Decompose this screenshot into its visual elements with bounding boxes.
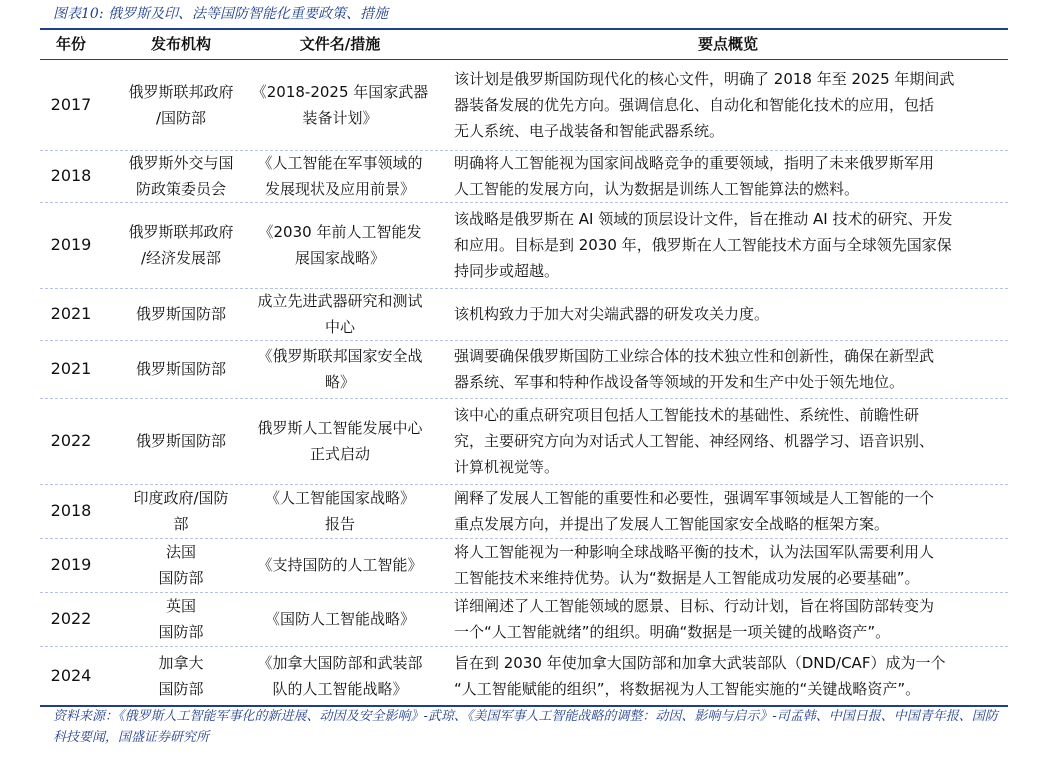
row-doc-text: 《2030 年前人工智能发 展国家战略》: [258, 223, 422, 267]
row-org: [102, 398, 260, 484]
row-doc: [242, 484, 438, 538]
row-org-text: 俄罗斯国防部: [135, 305, 226, 323]
row-org: [102, 202, 260, 288]
row-summary: [454, 202, 1002, 288]
row-doc-text: 《人工智能国家战略》 报告: [264, 489, 415, 533]
row-org: [102, 646, 260, 705]
row-summary-text: 该机构致力于加大对尖端武器的研发攻关力度。: [454, 305, 770, 323]
row-doc-text: 《国防人工智能战略》: [264, 610, 415, 628]
row-summary: [454, 340, 1002, 398]
row-summary-text: 详细阐述了人工智能领域的愿景、目标、行动计划，旨在将国防部转变为 一个“人工智能就绪”的组织。明确“数据是一项关键的战略资产”。: [454, 597, 935, 641]
source-note: 资料来源：《俄罗斯人工智能军事化的新进展、动因及安全影响》-武琼、《美国军事人工智能战略的调整：动因、影响与启示》-司孟韩、中国日报、中国青年报、国防科技要闻，国盛证券研究所: [53, 709, 998, 745]
row-year: [40, 398, 102, 484]
row-year-text: 2024: [50, 665, 92, 685]
row-org-text: 俄罗斯联邦政府 /经济发展部: [128, 223, 234, 267]
row-doc: [242, 592, 438, 646]
row-doc: [242, 398, 438, 484]
row-year: [40, 288, 102, 340]
row-summary-text: 该战略是俄罗斯在 AI 领域的顶层设计文件，旨在推动 AI 技术的研究、开发 和应用。目标是到 2030 年，俄罗斯在人工智能技术方面与全球领先国家保 持同步或超越。: [454, 210, 953, 280]
row-org-text: 印度政府/国防 部: [133, 489, 229, 533]
row-org: [102, 288, 260, 340]
row-summary: [454, 60, 1002, 150]
row-doc-text: 成立先进武器研究和测试 中心: [257, 292, 423, 336]
table-row: [40, 484, 1008, 539]
row-year: [40, 60, 102, 150]
row-year: [40, 592, 102, 646]
row-summary: [454, 288, 1002, 340]
row-summary-text: 该中心的重点研究项目包括人工智能技术的基础性、系统性、前瞻性研 究，主要研究方向为对话式人工智能、神经网络、机器学习、语音识别、 计算机视觉等。: [454, 406, 935, 476]
row-summary: [454, 150, 1002, 202]
row-doc: [242, 202, 438, 288]
row-org: [102, 592, 260, 646]
row-year-text: 2021: [50, 304, 92, 323]
row-org-text: 法国 国防部: [158, 543, 204, 587]
row-org-text: 英国 国防部: [158, 597, 204, 641]
row-org: [102, 484, 260, 538]
row-year-text: 2022: [50, 431, 92, 450]
row-org-text: 俄罗斯联邦政府 /国防部: [128, 83, 234, 127]
table-row: [40, 398, 1008, 485]
row-org: [102, 150, 260, 202]
row-org-text: 俄罗斯国防部: [135, 432, 226, 450]
row-org-text: 俄罗斯国防部: [135, 360, 226, 378]
row-year: [40, 150, 102, 202]
row-summary-text: 旨在到 2030 年使加拿大国防部和加拿大武装部队（DND/CAF）成为一个 “人工智能赋能的组织”，将数据视为人工智能实施的“关键战略资产”。: [454, 653, 946, 698]
figure-caption: 图表10: 俄罗斯及印、法等国防智能化重要政策、措施: [53, 6, 388, 22]
row-year: [40, 646, 102, 705]
row-summary: [454, 646, 1002, 705]
row-org-text: 加拿大 国防部: [158, 653, 204, 698]
row-year-text: 2019: [50, 555, 92, 574]
row-doc-text: 《人工智能在军事领域的 发展现状及应用前景》: [257, 154, 423, 198]
row-doc: [242, 60, 438, 150]
row-summary: [454, 484, 1002, 538]
row-doc-text: 《2018-2025 年国家武器 装备计划》: [251, 83, 429, 127]
row-doc-text: 《俄罗斯联邦国家安全战 略》: [257, 347, 423, 391]
row-summary: [454, 398, 1002, 484]
row-org-text: 俄罗斯外交与国 防政策委员会: [128, 154, 234, 198]
row-year: [40, 340, 102, 398]
row-summary-text: 将人工智能视为一种影响全球战略平衡的技术，认为法国军队需要利用人 工智能技术来维持优势。认为“数据是人工智能成功发展的必要基础”。: [454, 543, 935, 587]
row-year: [40, 538, 102, 592]
row-doc-text: 《加拿大国防部和武装部 队的人工智能战略》: [257, 653, 423, 698]
table-row: [40, 288, 1008, 341]
table-row: [40, 150, 1008, 203]
row-doc: [242, 340, 438, 398]
row-summary-text: 阐释了发展人工智能的重要性和必要性，强调军事领域是人工智能的一个 重点发展方向，并提出了发展人工智能国家安全战略的框架方案。: [454, 489, 935, 533]
row-summary-text: 强调要确保俄罗斯国防工业综合体的技术独立性和创新性，确保在新型武 器系统、军事和特种作战设备等领域的开发和生产中处于领先地位。: [454, 347, 935, 391]
table-row: [40, 646, 1008, 705]
row-doc: [242, 646, 438, 705]
row-year-text: 2017: [50, 95, 92, 114]
row-summary: [454, 592, 1002, 646]
header-year: 年份: [55, 35, 86, 53]
header-org: 发布机构: [150, 35, 211, 53]
row-doc-text: 《支持国防的人工智能》: [257, 556, 423, 574]
row-summary-text: 明确将人工智能视为国家间战略竞争的重要领域，指明了未来俄罗斯军用 人工智能的发展方向，认为数据是训练人工智能算法的燃料。: [454, 154, 935, 198]
row-year-text: 2022: [50, 609, 92, 628]
row-doc-text: 俄罗斯人工智能发展中心 正式启动: [257, 419, 423, 463]
row-org: [102, 60, 260, 150]
row-year: [40, 202, 102, 288]
row-year-text: 2021: [50, 359, 92, 378]
row-summary: [454, 538, 1002, 592]
row-year-text: 2019: [50, 235, 92, 254]
table-row: [40, 60, 1008, 151]
row-year-text: 2018: [50, 501, 92, 520]
row-org: [102, 340, 260, 398]
row-doc: [242, 538, 438, 592]
row-doc: [242, 288, 438, 340]
row-year: [40, 484, 102, 538]
row-doc: [242, 150, 438, 202]
table-row: [40, 592, 1008, 647]
row-org: [102, 538, 260, 592]
table-row: [40, 538, 1008, 593]
row-summary-text: 该计划是俄罗斯国防现代化的核心文件，明确了 2018 年至 2025 年期间武 器装备发展的优先方向。强调信息化、自动化和智能化技术的应用，包括 无人系统、电子战装备和智能武器系统。: [454, 70, 955, 140]
header-doc: 文件名/措施: [299, 35, 381, 53]
table-row: [40, 340, 1008, 399]
table-row: [40, 202, 1008, 289]
row-year-text: 2018: [50, 166, 92, 185]
header-summary: 要点概览: [697, 35, 758, 53]
